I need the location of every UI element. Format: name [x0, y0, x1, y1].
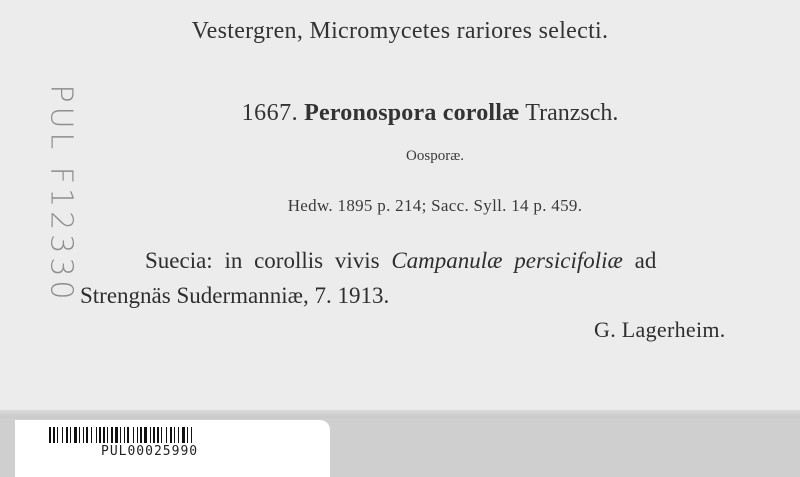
barcode-bar: [187, 427, 188, 443]
barcode-bar: [191, 427, 192, 443]
barcode-bar: [133, 427, 134, 443]
specimen-title: [0, 100, 800, 127]
barcode-bar: [53, 427, 55, 443]
exsiccata-title: Vestergren, Micromycetes rariores selecti.: [191, 18, 609, 44]
barcode-bar: [111, 427, 113, 443]
barcode-bar: [170, 427, 172, 443]
barcode-bar: [157, 427, 159, 443]
barcode-bar: [120, 427, 121, 443]
barcode-bar: [107, 427, 108, 443]
barcode-bar: [62, 427, 63, 443]
host-name: Campanulæ persicifoliæ: [391, 248, 623, 273]
barcode-bar: [91, 427, 92, 443]
barcode-icon: [49, 427, 271, 443]
barcode-bar: [166, 427, 167, 443]
species-name: Peronospora corollæ: [304, 100, 520, 126]
locality-suffix: ad: [634, 248, 657, 273]
handwritten-accession-text: PUL F12330: [43, 84, 79, 304]
barcode-bar: [150, 427, 151, 443]
barcode-bar: [174, 427, 175, 443]
barcode-bar: [137, 427, 138, 443]
barcode-bar: [103, 427, 105, 443]
barcode-label: [15, 420, 330, 477]
collector-name: G. Lagerheim.: [594, 317, 726, 342]
barcode-bar: [144, 427, 147, 443]
barcode-bar: [79, 427, 80, 443]
barcode-bar: [178, 427, 179, 443]
barcode-bar: [57, 427, 58, 443]
barcode-bar: [127, 427, 129, 443]
barcode-bar: [182, 427, 185, 443]
barcode-bar: [115, 427, 118, 443]
barcode-bar: [161, 427, 162, 443]
exsiccata-number: 1667.: [241, 100, 299, 126]
barcode-bar: [49, 427, 51, 443]
barcode-bar: [140, 427, 142, 443]
locality-line-1: [145, 248, 656, 274]
literature-reference: Hedw. 1895 p. 214; Sacc. Syll. 14 p. 459.: [287, 196, 583, 215]
barcode-bar: [99, 427, 101, 443]
barcode-bar: [124, 427, 125, 443]
barcode-bar: [70, 427, 71, 443]
spore-stage: Oosporæ.: [406, 148, 464, 164]
locality-line-2: Strengnäs Sudermanniæ, 7. 1913.: [80, 283, 390, 308]
species-author: Tranzsch.: [525, 100, 619, 126]
barcode-number: PUL00025990: [101, 444, 199, 459]
barcode-bar: [86, 427, 88, 443]
barcode-bar: [96, 427, 97, 443]
card-edge: [0, 410, 800, 418]
barcode-bar: [66, 427, 68, 443]
barcode-bar: [74, 427, 77, 443]
barcode-bar: [83, 427, 84, 443]
handwritten-accession: [36, 80, 79, 304]
barcode-bar: [153, 427, 155, 443]
locality-prefix: Suecia: in corollis vivis: [145, 248, 380, 273]
